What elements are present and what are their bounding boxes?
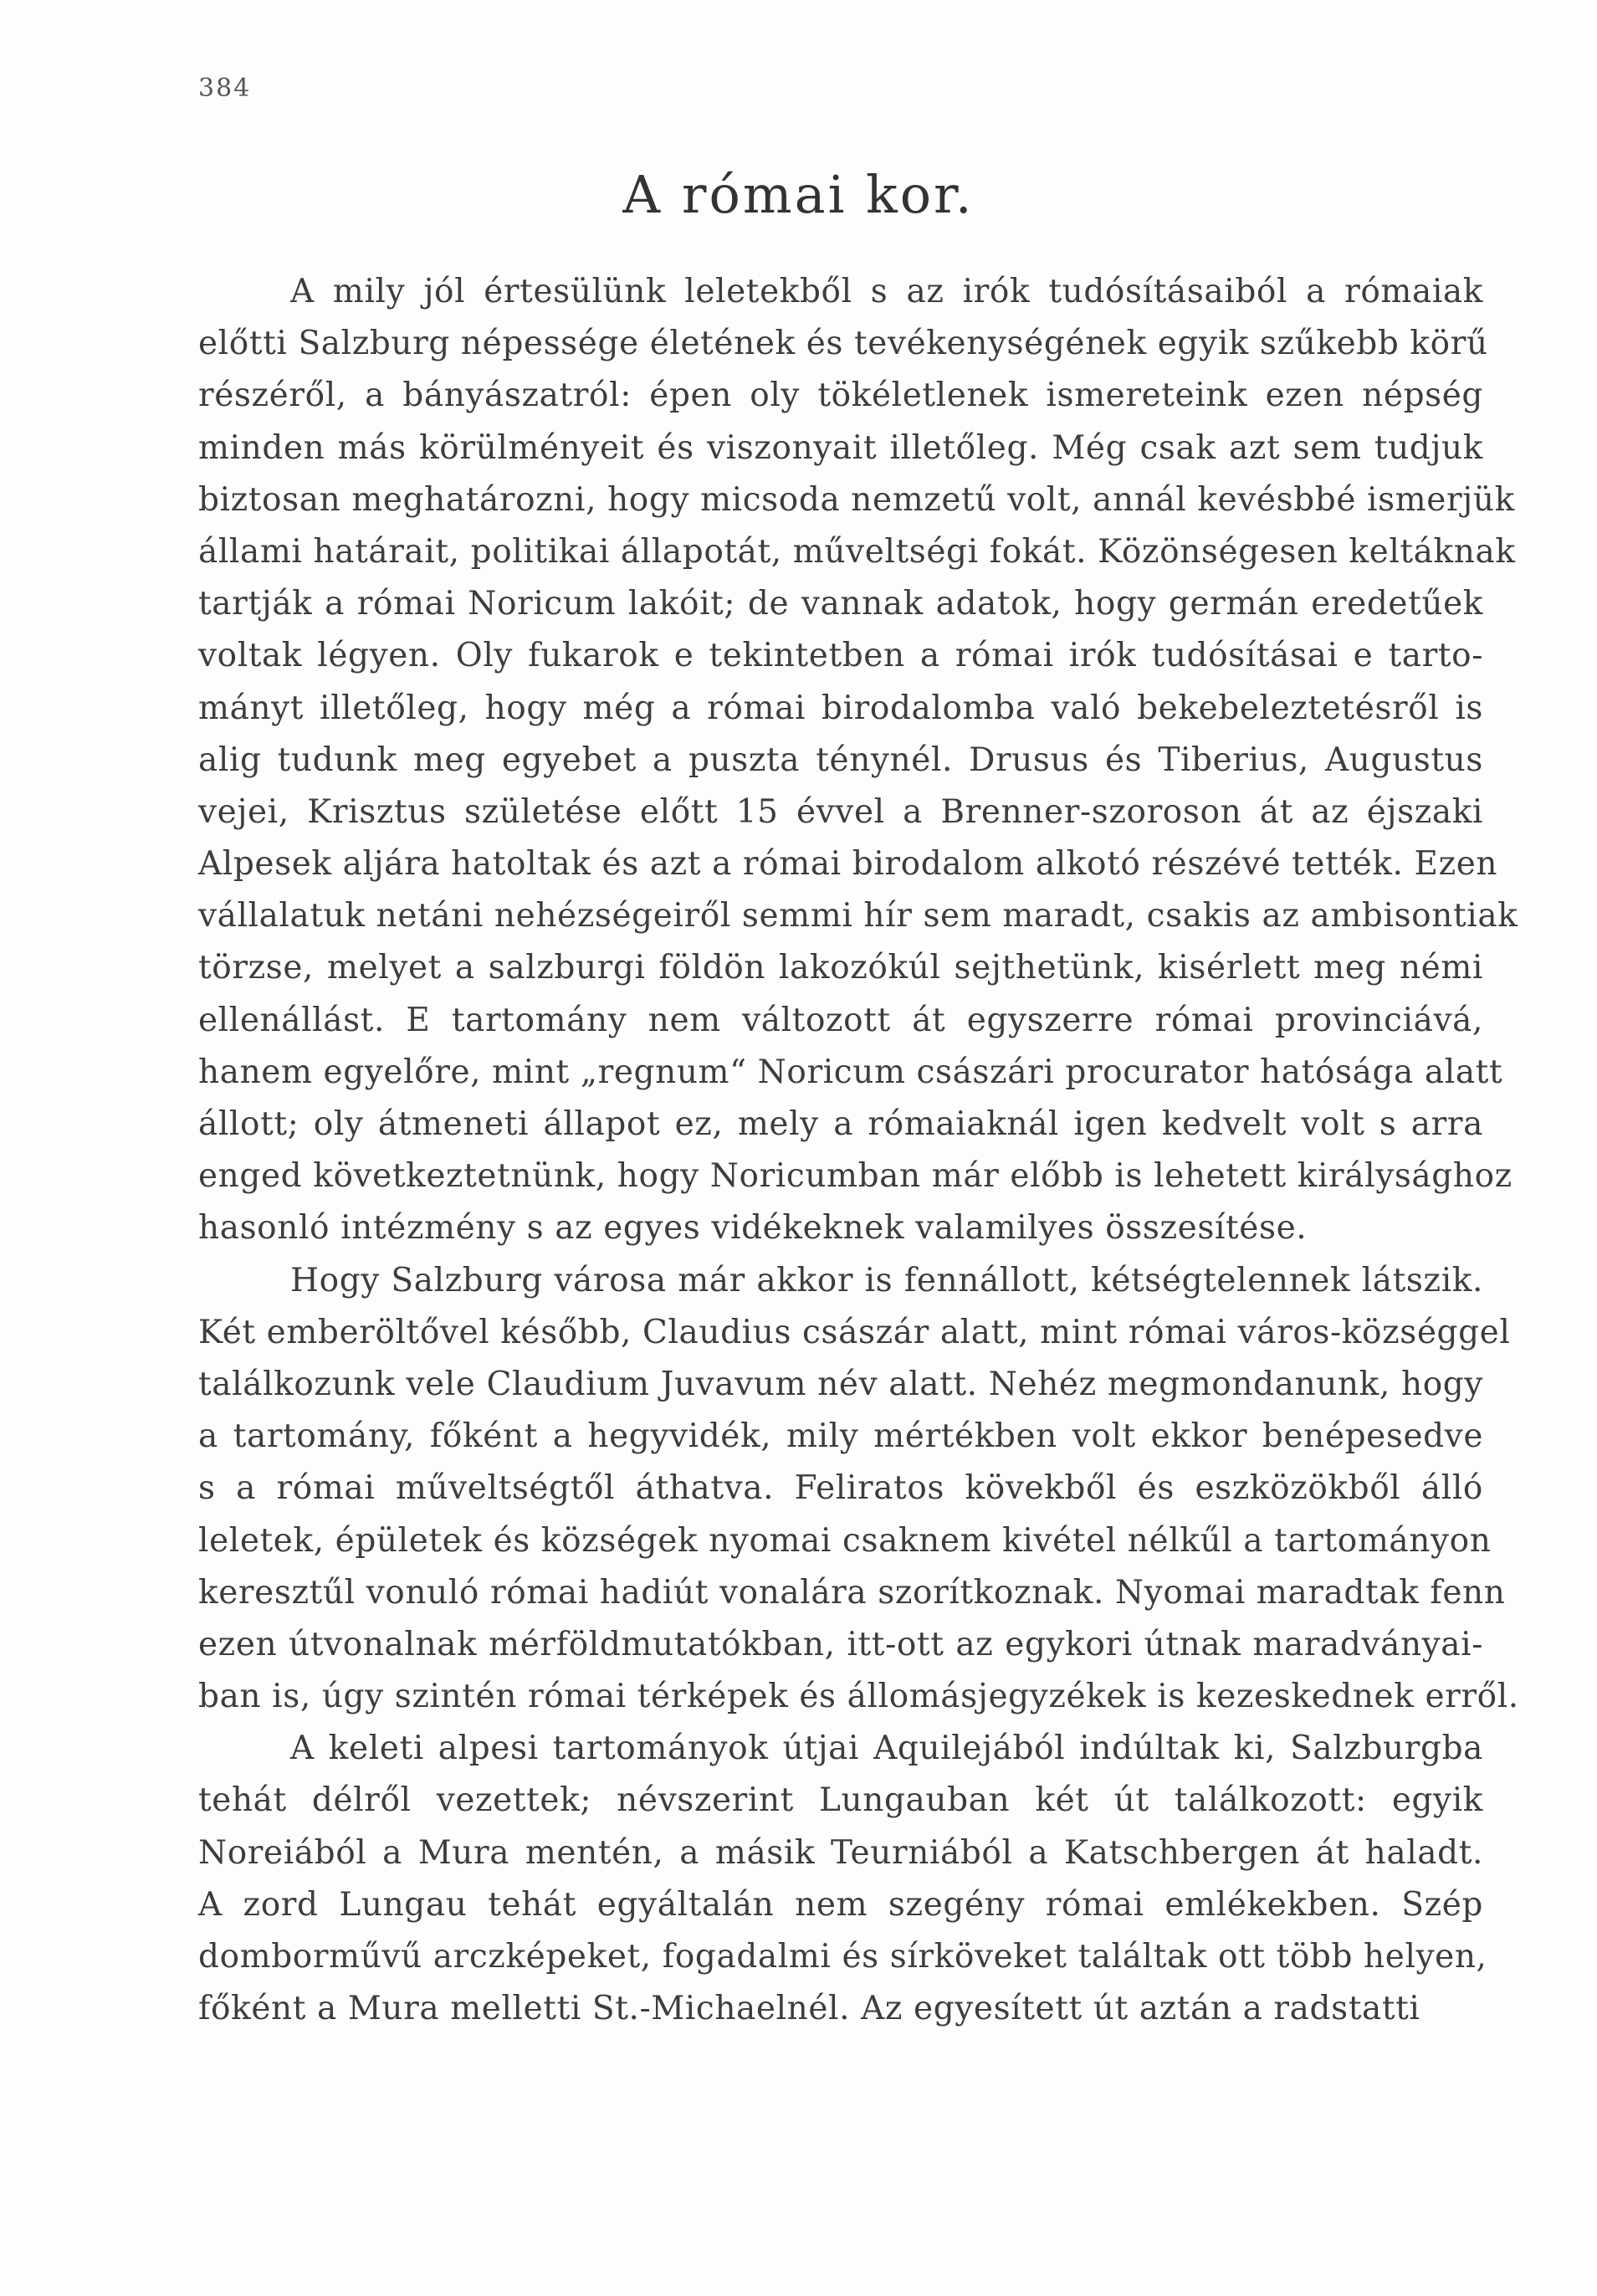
text-line: mányt illetőleg, hogy még a római birodalomba való bekebeleztetésről is xyxy=(198,689,1483,727)
text-line: vállalatuk netáni nehézségeiről semmi hír sem maradt, csakis az ambisontiak xyxy=(198,897,1518,935)
body-text xyxy=(198,266,1519,2035)
text-line: ezen útvonalnak mérföldmutatókban, itt-ott az egykori útnak maradványai- xyxy=(198,1625,1483,1663)
text-line: vejei, Krisztus születése előtt 15 évvel a Brenner-szoroson át az éjszaki xyxy=(198,792,1483,831)
text-line: voltak légyen. Oly fukarok e tekintetben a római irók tudósításai e tarto- xyxy=(198,637,1483,675)
text-line: Hogy Salzburg városa már akkor is fennállott, kétségtelennek látszik. xyxy=(290,1261,1483,1299)
text-line: részéről, a bányászatról: épen oly tökéletlenek ismereteink ezen népség xyxy=(198,377,1483,415)
text-line: enged következtetnünk, hogy Noricumban már előbb is lehetett királysághoz xyxy=(198,1157,1513,1196)
text-line: találkozunk vele Claudium Juvavum név alatt. Nehéz megmondanunk, hogy xyxy=(198,1365,1483,1403)
text-line: leletek, épületek és községek nyomai csaknem kivétel nélkűl a tartományon xyxy=(198,1521,1492,1560)
text-line: minden más körülményeit és viszonyait illetőleg. Még csak azt sem tudjuk xyxy=(198,428,1483,467)
text-line: ellenállást. E tartomány nem változott át egyszerre római provinciává, xyxy=(198,1001,1483,1039)
text-line: domborművű arczképeket, fogadalmi és sírköveket találtak ott több helyen, xyxy=(198,1938,1487,1976)
text-line: tehát délről vezettek; névszerint Lungauban két út találkozott: egyik xyxy=(198,1781,1483,1820)
text-line: alig tudunk meg egyebet a puszta ténynél. Drusus és Tiberius, Augustus xyxy=(198,741,1483,779)
text-line: hasonló intézmény s az egyes vidékeknek valamilyes összesítése. xyxy=(198,1209,1308,1248)
text-line: főként a Mura melletti St.-Michaelnél. Az egyesített út aztán a radstatti xyxy=(198,1990,1420,2028)
text-line: A zord Lungau tehát egyáltalán nem szegény római emlékekben. Szép xyxy=(198,1885,1483,1924)
text-line: ban is, úgy szintén római térképek és állomásjegyzékek is kezeskednek erről. xyxy=(198,1678,1519,1716)
text-line: Két emberöltővel később, Claudius császár alatt, mint római város-községgel xyxy=(198,1313,1511,1351)
text-line: s a római műveltségtől áthatva. Feliratos kövekből és eszközökből álló xyxy=(198,1469,1483,1508)
text-line: keresztűl vonuló római hadiút vonalára szorítkoznak. Nyomai maradtak fenn xyxy=(198,1573,1506,1612)
text-line: állott; oly átmeneti állapot ez, mely a rómaiaknál igen kedvelt volt s arra xyxy=(198,1105,1483,1143)
text-line: törzse, melyet a salzburgi földön lakozókúl sejthetünk, kisérlett meg némi xyxy=(198,949,1483,987)
text-line: Alpesek aljára hatoltak és azt a római birodalom alkotó részévé tették. Ezen xyxy=(198,845,1498,884)
text-line: állami határait, politikai állapotát, műveltségi fokát. Közönségesen keltáknak xyxy=(198,532,1516,571)
text-line: hanem egyelőre, mint „regnum“ Noricum császári procurator hatósága alatt xyxy=(198,1053,1503,1091)
text-line: előtti Salzburg népessége életének és tevékenységének egyik szűkebb körű xyxy=(198,325,1488,363)
text-line: biztosan meghatározni, hogy micsoda nemzetű volt, annál kevésbbé ismerjük xyxy=(198,480,1515,519)
page-number: 384 xyxy=(198,74,252,103)
text-line: tartják a római Noricum lakóit; de vannak adatok, hogy germán eredetűek xyxy=(198,585,1483,623)
text-line: A mily jól értesülünk leletekből s az irók tudósításaiból a rómaiak xyxy=(290,273,1483,310)
chapter-title: A római kor. xyxy=(622,164,975,225)
text-line: a tartomány, főként a hegyvidék, mily mértékben volt ekkor benépesedve xyxy=(198,1417,1483,1456)
text-line: Noreiából a Mura mentén, a másik Teurniából a Katschbergen át haladt. xyxy=(198,1833,1483,1872)
text-line: A keleti alpesi tartományok útjai Aquilejából indúltak ki, Salzburgba xyxy=(290,1730,1483,1768)
